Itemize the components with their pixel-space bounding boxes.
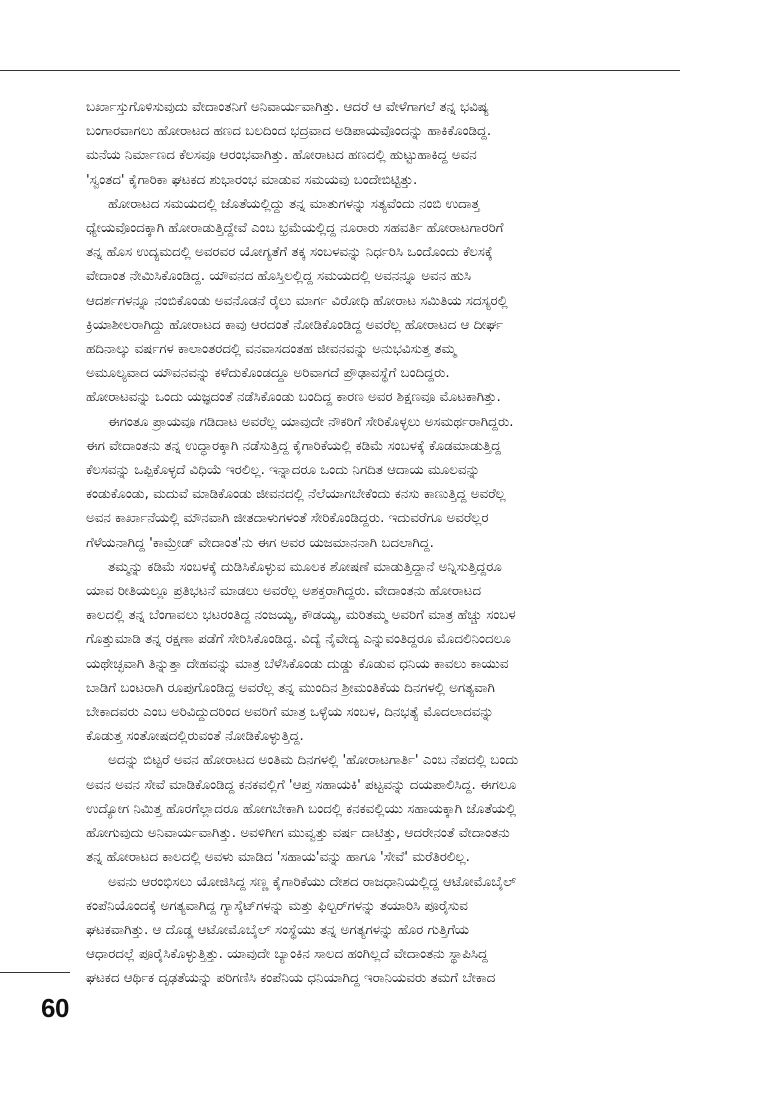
text-line: ಯಥೇಚ್ಛವಾಗಿ ತಿನ್ನುತ್ತಾ ದೇಹವನ್ನು ಮಾತ್ರ ಬೆಳೆಸಿಕೊಂಡು ದುಡ್ಡು ಕೊಡುವ ಧನಿಯ ಕಾವಲು ಕಾಯುವ	[86, 656, 509, 672]
text-line: ಯಾವ ರೀತಿಯಲ್ಲೂ ಪ್ರತಿಭಟನೆ ಮಾಡಲು ಅವರೆಲ್ಲ ಅಶಕ್ತರಾಗಿದ್ದರು. ವೇದಾಂತನು ಹೋರಾಟದ	[86, 584, 482, 600]
text-line: ಮನೆಯ ನಿರ್ಮಾಣದ ಕೆಲಸವೂ ಆರಂಭವಾಗಿತ್ತು. ಹೋರಾಟದ ಹಣದಲ್ಲಿ ಹುಟ್ಟುಹಾಕಿದ್ದ ಅವನ	[86, 148, 477, 164]
text-line: ಕಾಲದಲ್ಲಿ ತನ್ನ ಬೆಂಗಾವಲು ಭಟರಂತಿದ್ದ ನಂಜಯ್ಯ, ಕೌಡಯ್ಯ, ಮರಿತಮ್ಮ ಅವರಿಗೆ ಮಾತ್ರ ಹೆಚ್ಚು ಸಂಬಳ	[86, 608, 516, 624]
text-line: ಅಮೂಲ್ಯವಾದ ಯೌವನವನ್ನು ಕಳೆದುಕೊಂಡದ್ದೂ ಅರಿವಾಗದೆ ಪ್ರೌಢಾವಸ್ಥೆಗೆ ಬಂದಿದ್ದರು.	[86, 366, 450, 382]
text-line: ಕೆಲಸವನ್ನು ಒಪ್ಪಿಕೊಳ್ಳದೆ ವಿಧಿಯೆ ಇರಲಿಲ್ಲ. ಇನ್ನಾದರೂ ಒಂದು ನಿಗದಿತ ಆದಾಯ ಮೂಲವನ್ನು	[86, 463, 480, 479]
text-line: ಬೇಕಾದವರು ಎಂಬ ಅರಿವಿದ್ದುದರಿಂದ ಅವರಿಗೆ ಮಾತ್ರ ಒಳ್ಳೆಯ ಸಂಬಳ, ದಿನಭತ್ಯೆ ಮೊದಲಾದವನ್ನು	[86, 705, 494, 721]
top-rule	[0, 70, 680, 71]
text-line: ವೇದಾಂತ ನೇಮಿಸಿಕೊಂಡಿದ್ದ. ಯೌವನದ ಹೊಸ್ತಿಲಲ್ಲಿದ್ದ ಸಮಯದಲ್ಲಿ ಅವನನ್ನೂ ಅವನ ಹುಸಿ	[86, 269, 471, 285]
text-line: ಕ್ರಿಯಾಶೀಲರಾಗಿದ್ದು ಹೋರಾಟದ ಕಾವು ಆರದಂತೆ ನೋಡಿಕೊಂಡಿದ್ದ ಅವರೆಲ್ಲ ಹೋರಾಟದ ಆ ದೀರ್ಘ	[86, 317, 504, 333]
text-line: ಹೋರಾಟವನ್ನು ಒಂದು ಯಜ್ಞದಂತೆ ನಡೆಸಿಕೊಂಡು ಬಂದಿದ್ದ ಕಾರಣ ಅವರ ಶಿಕ್ಷಣವೂ ಮೊಟಕಾಗಿತ್ತು.	[86, 390, 501, 406]
text-line: ಧ್ಯೇಯವೊಂದಕ್ಕಾಗಿ ಹೋರಾಡುತ್ತಿದ್ದೇವೆ ಎಂಬ ಭ್ರಮೆಯಲ್ಲಿದ್ದ ನೂರಾರು ಸಹವರ್ತಿ ಹೋರಾಟಗಾರರಿಗೆ	[86, 221, 504, 237]
text-line: ಕೊಡುತ್ತ ಸಂತೋಷದಲ್ಲಿರುವಂತೆ ನೋಡಿಕೊಳ್ಳುತ್ತಿದ್ದ.	[86, 729, 304, 745]
text-line: ಕಂಪೆನಿಯೊಂದಕ್ಕೆ ಅಗತ್ಯವಾಗಿದ್ದ ಗ್ಯಾಸ್ಕೆಟ್‌ಗಳನ್ನು ಮತ್ತು ಫಿಲ್ಟರ್‌ಗಳನ್ನು ತಯಾರಿಸಿ ಪೂರೈಸುವ	[86, 898, 468, 914]
text-line: ತನ್ನ ಹೊಸ ಉದ್ಯಮದಲ್ಲಿ ಅವರವರ ಯೋಗ್ಯತೆಗೆ ತಕ್ಕ ಸಂಬಳವನ್ನು ನಿರ್ಧರಿಸಿ ಒಂದೊಂದು ಕೆಲಸಕ್ಕೆ	[86, 245, 493, 261]
paragraph-start-line: ತಮ್ಮನ್ನು ಕಡಿಮೆ ಸಂಬಳಕ್ಕೆ ದುಡಿಸಿಕೊಳ್ಳುವ ಮೂಲಕ ಶೋಷಣೆ ಮಾಡುತ್ತಿದ್ದಾನೆ ಅನ್ನಿಸುತ್ತಿದ್ದರೂ	[108, 559, 502, 575]
text-line: ಅವನ ಅವನ ಸೇವೆ ಮಾಡಿಕೊಂಡಿದ್ದ ಕನಕವಲ್ಲಿಗೆ 'ಆಪ್ತ ಸಹಾಯಕಿ' ಪಟ್ಟವನ್ನು ದಯಪಾಲಿಸಿದ್ದ. ಈಗಲೂ	[86, 777, 517, 793]
text-line: ಹದಿನಾಲ್ಕು ವರ್ಷಗಳ ಕಾಲಾಂತರದಲ್ಲಿ ವನವಾಸದಂತಹ ಜೀವನವನ್ನು ಅನುಭವಿಸುತ್ತ ತಮ್ಮ	[86, 342, 457, 358]
text-line: ಘಟಕವಾಗಿತ್ತು. ಆ ದೊಡ್ಡ ಆಟೋಮೊಬೈಲ್ ಸಂಸ್ಥೆಯು ತನ್ನ ಅಗತ್ಯಗಳನ್ನು ಹೊರ ಗುತ್ತಿಗೆಯ	[86, 922, 469, 938]
text-line: ಈಗ ವೇದಾಂತನು ತನ್ನ ಉದ್ಧಾರಕ್ಕಾಗಿ ನಡೆಸುತ್ತಿದ್ದ ಕೈಗಾರಿಕೆಯಲ್ಲಿ ಕಡಿಮೆ ಸಂಬಳಕ್ಕೆ ಕೊಡಮಾಡುತ್ತಿದ್ದ	[86, 438, 502, 454]
paragraph-start-line: ಅದನ್ನು ಬಿಟ್ಟರೆ ಅವನ ಹೋರಾಟದ ಅಂತಿಮ ದಿನಗಳಲ್ಲಿ 'ಹೋರಾಟಗಾರ್ತಿ' ಎಂಬ ನೆಪದಲ್ಲಿ ಬಂದು	[108, 753, 519, 769]
text-line: ಬಂಗಾರವಾಗಲು ಹೋರಾಟದ ಹಣದ ಬಲದಿಂದ ಭದ್ರವಾದ ಅಡಿಪಾಯವೊಂದನ್ನು ಹಾಕಿಕೊಂಡಿದ್ದ.	[86, 124, 492, 140]
text-line: 'ಸ್ವಂತದ' ಕೈಗಾರಿಕಾ ಘಟಕದ ಶುಭಾರಂಭ ಮಾಡುವ ಸಮಯವು ಬಂದೇಬಿಟ್ಟಿತ್ತು.	[86, 172, 418, 188]
text-line: ಬರ್ಖಾಸ್ತುಗೊಳಿಸುವುದು ವೇದಾಂತನಿಗೆ ಅನಿವಾರ್ಯವಾಗಿತ್ತು. ಆದರೆ ಆ ವೇಳೆಗಾಗಲೆ ತನ್ನ ಭವಿಷ್ಯ	[86, 100, 489, 115]
paragraph-start-line: ಈಗಂತೂ ಪ್ರಾಯವೂ ಗಡಿದಾಟ ಅವರೆಲ್ಲ ಯಾವುದೇ ನೌಕರಿಗೆ ಸೇರಿಕೊಳ್ಳಲು ಅಸಮರ್ಥರಾಗಿದ್ದರು.	[108, 414, 514, 430]
page-body	[86, 96, 692, 992]
page-number: 60	[41, 993, 69, 1023]
paragraph-start-line: ಹೋರಾಟದ ಸಮಯದಲ್ಲಿ ಜೊತೆಯಲ್ಲಿದ್ದು ತನ್ನ ಮಾತುಗಳನ್ನು ಸತ್ಯವೆಂದು ನಂಬಿ ಉದಾತ್ತ	[108, 196, 480, 212]
text-line: ಉದ್ಯೋಗ ನಿಮಿತ್ತ ಹೊರಗೆಲ್ಲಾದರೂ ಹೋಗಬೇಕಾಗಿ ಬಂದಲ್ಲಿ ಕನಕವಲ್ಲಿಯು ಸಹಾಯಕ್ಕಾಗಿ ಜೊತೆಯಲ್ಲಿ	[86, 801, 517, 817]
paragraph-start-line: ಅವನು ಆರಂಭಿಸಲು ಯೋಜಿಸಿದ್ದ ಸಣ್ಣ ಕೈಗಾರಿಕೆಯು ದೇಶದ ರಾಜಧಾನಿಯಲ್ಲಿದ್ದ ಆಟೋಮೊಬೈಲ್	[108, 874, 517, 890]
text-line: ಆಧಾರದಲ್ಲೆ ಪೂರೈಸಿಕೊಳ್ಳುತ್ತಿತ್ತು. ಯಾವುದೇ ಬ್ಯಾಂಕಿನ ಸಾಲದ ಹಂಗಿಲ್ಲದೆ ವೇದಾಂತನು ಸ್ಥಾಪಿಸಿದ್ದ	[86, 947, 488, 963]
text-line: ಗೆಳೆಯನಾಗಿದ್ದ 'ಕಾಮ್ರೇಡ್ ವೇದಾಂತ'ನು ಈಗ ಅವರ ಯಜಮಾನನಾಗಿ ಬದಲಾಗಿದ್ದ.	[86, 535, 434, 551]
text-line: ಘಟಕದ ಆರ್ಥಿಕ ದೃಢತೆಯನ್ನು ಪರಿಗಣಿಸಿ ಕಂಪೆನಿಯ ಧನಿಯಾಗಿದ್ದ ಇರಾನಿಯವರು ತಮಗೆ ಬೇಕಾದ	[86, 971, 496, 987]
text-line: ಆದರ್ಶಗಳನ್ನೂ ನಂಬಿಕೊಂಡು ಅವನೊಡನೆ ರೈಲು ಮಾರ್ಗ ವಿರೋಧಿ ಹೋರಾಟ ಸಮಿತಿಯ ಸದಸ್ಯರಲ್ಲಿ	[86, 293, 508, 309]
text-line: ಗೊತ್ತುಮಾಡಿ ತನ್ನ ರಕ್ಷಣಾ ಪಡೆಗೆ ಸೇರಿಸಿಕೊಂಡಿದ್ದ. ವಿದ್ಯೆ ನೈವೇದ್ಯ ಎನ್ನುವಂತಿದ್ದರೂ ಮೊದಲಿನಿಂದಲೂ	[86, 632, 511, 648]
text-line: ಅವನ ಕಾರ್ಖಾನೆಯಲ್ಲಿ ಮೌನವಾಗಿ ಜೀತದಾಳುಗಳಂತೆ ಸೇರಿಕೊಂಡಿದ್ದರು. ಇದುವರೆಗೂ ಅವರೆಲ್ಲರ	[86, 511, 489, 527]
text-line: ಕಂಡುಕೊಂಡು, ಮದುವೆ ಮಾಡಿಕೊಂಡು ಜೀವನದಲ್ಲಿ ನೆಲೆಯಾಗಬೇಕೆಂದು ಕನಸು ಕಾಣುತ್ತಿದ್ದ ಅವರೆಲ್ಲ	[86, 487, 506, 503]
bottom-rule	[0, 972, 70, 973]
text-line: ಹೋಗುವುದು ಅನಿವಾರ್ಯವಾಗಿತ್ತು. ಅವಳಿಗೀಗ ಮುವ್ವತ್ತು ವರ್ಷ ದಾಟಿತ್ತು, ಆದರೇನಂತೆ ವೇದಾಂತನು	[86, 826, 510, 842]
text-line: ಬಾಡಿಗೆ ಬಂಟರಾಗಿ ರೂಪುಗೊಂಡಿದ್ದ ಅವರೆಲ್ಲ ತನ್ನ ಮುಂದಿನ ಶ್ರೀಮಂತಿಕೆಯ ದಿನಗಳಲ್ಲಿ ಅಗತ್ಯವಾಗಿ	[86, 680, 495, 696]
text-line: ತನ್ನ ಹೋರಾಟದ ಕಾಲದಲ್ಲಿ ಅವಳು ಮಾಡಿದ 'ಸಹಾಯ'ವನ್ನು ಹಾಗೂ 'ಸೇವೆ' ಮರೆತಿರಲಿಲ್ಲ.	[86, 850, 470, 866]
